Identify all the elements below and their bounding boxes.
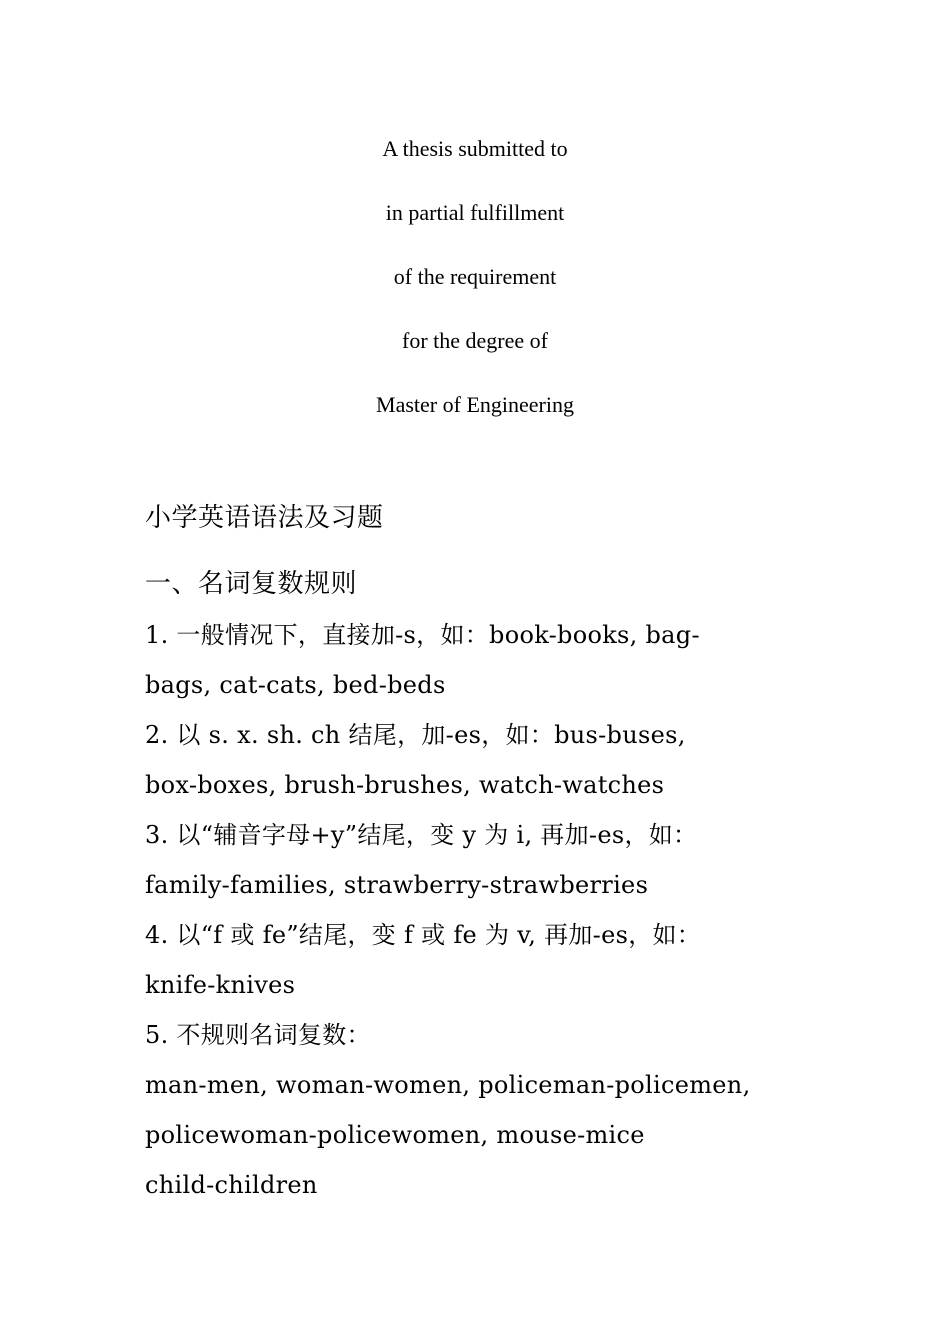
rule-5-heading: 5. 不规则名词复数： <box>145 1021 371 1049</box>
thesis-line: A thesis submitted to <box>382 136 568 161</box>
rule-2-line-2: box-boxes, brush-brushes, watch-watches <box>145 771 665 799</box>
rule-4-line-1: 4. 以“f 或 fe”结尾，变 f 或 fe 为 v, 再加-es，如： <box>145 921 702 949</box>
thesis-line: for the degree of <box>402 328 548 353</box>
thesis-line: of the requirement <box>393 264 557 289</box>
degree-line: Master of Engineering <box>376 392 574 417</box>
rule-3-line-1: 3. 以“辅音字母+y”结尾，变 y 为 i, 再加-es，如： <box>145 821 698 849</box>
irregular-plurals-line-2: policewoman-policewomen, mouse-mice <box>145 1121 645 1149</box>
rule-1-line-2: bags, cat-cats, bed-beds <box>145 671 446 699</box>
rule-4-line-2: knife-knives <box>145 971 296 999</box>
section-heading: 一、名词复数规则 <box>145 569 358 599</box>
thesis-statement <box>0 128 950 448</box>
irregular-plurals-line-1: man-men, woman-women, policeman-policemen, <box>145 1071 751 1099</box>
rule-1-line-1: 1. 一般情况下，直接加-s，如：book-books, bag- <box>145 621 700 649</box>
document-title: 小学英语语法及习题 <box>145 503 384 533</box>
document-body <box>145 496 825 1210</box>
thesis-line: in partial fulfillment <box>385 200 565 225</box>
rule-3-line-2: family-families, strawberry-strawberries <box>145 871 649 899</box>
irregular-plurals-line-3: child-children <box>145 1171 318 1199</box>
rule-2-line-1: 2. 以 s. x. sh. ch 结尾，加-es，如：bus-buses, <box>145 721 686 749</box>
